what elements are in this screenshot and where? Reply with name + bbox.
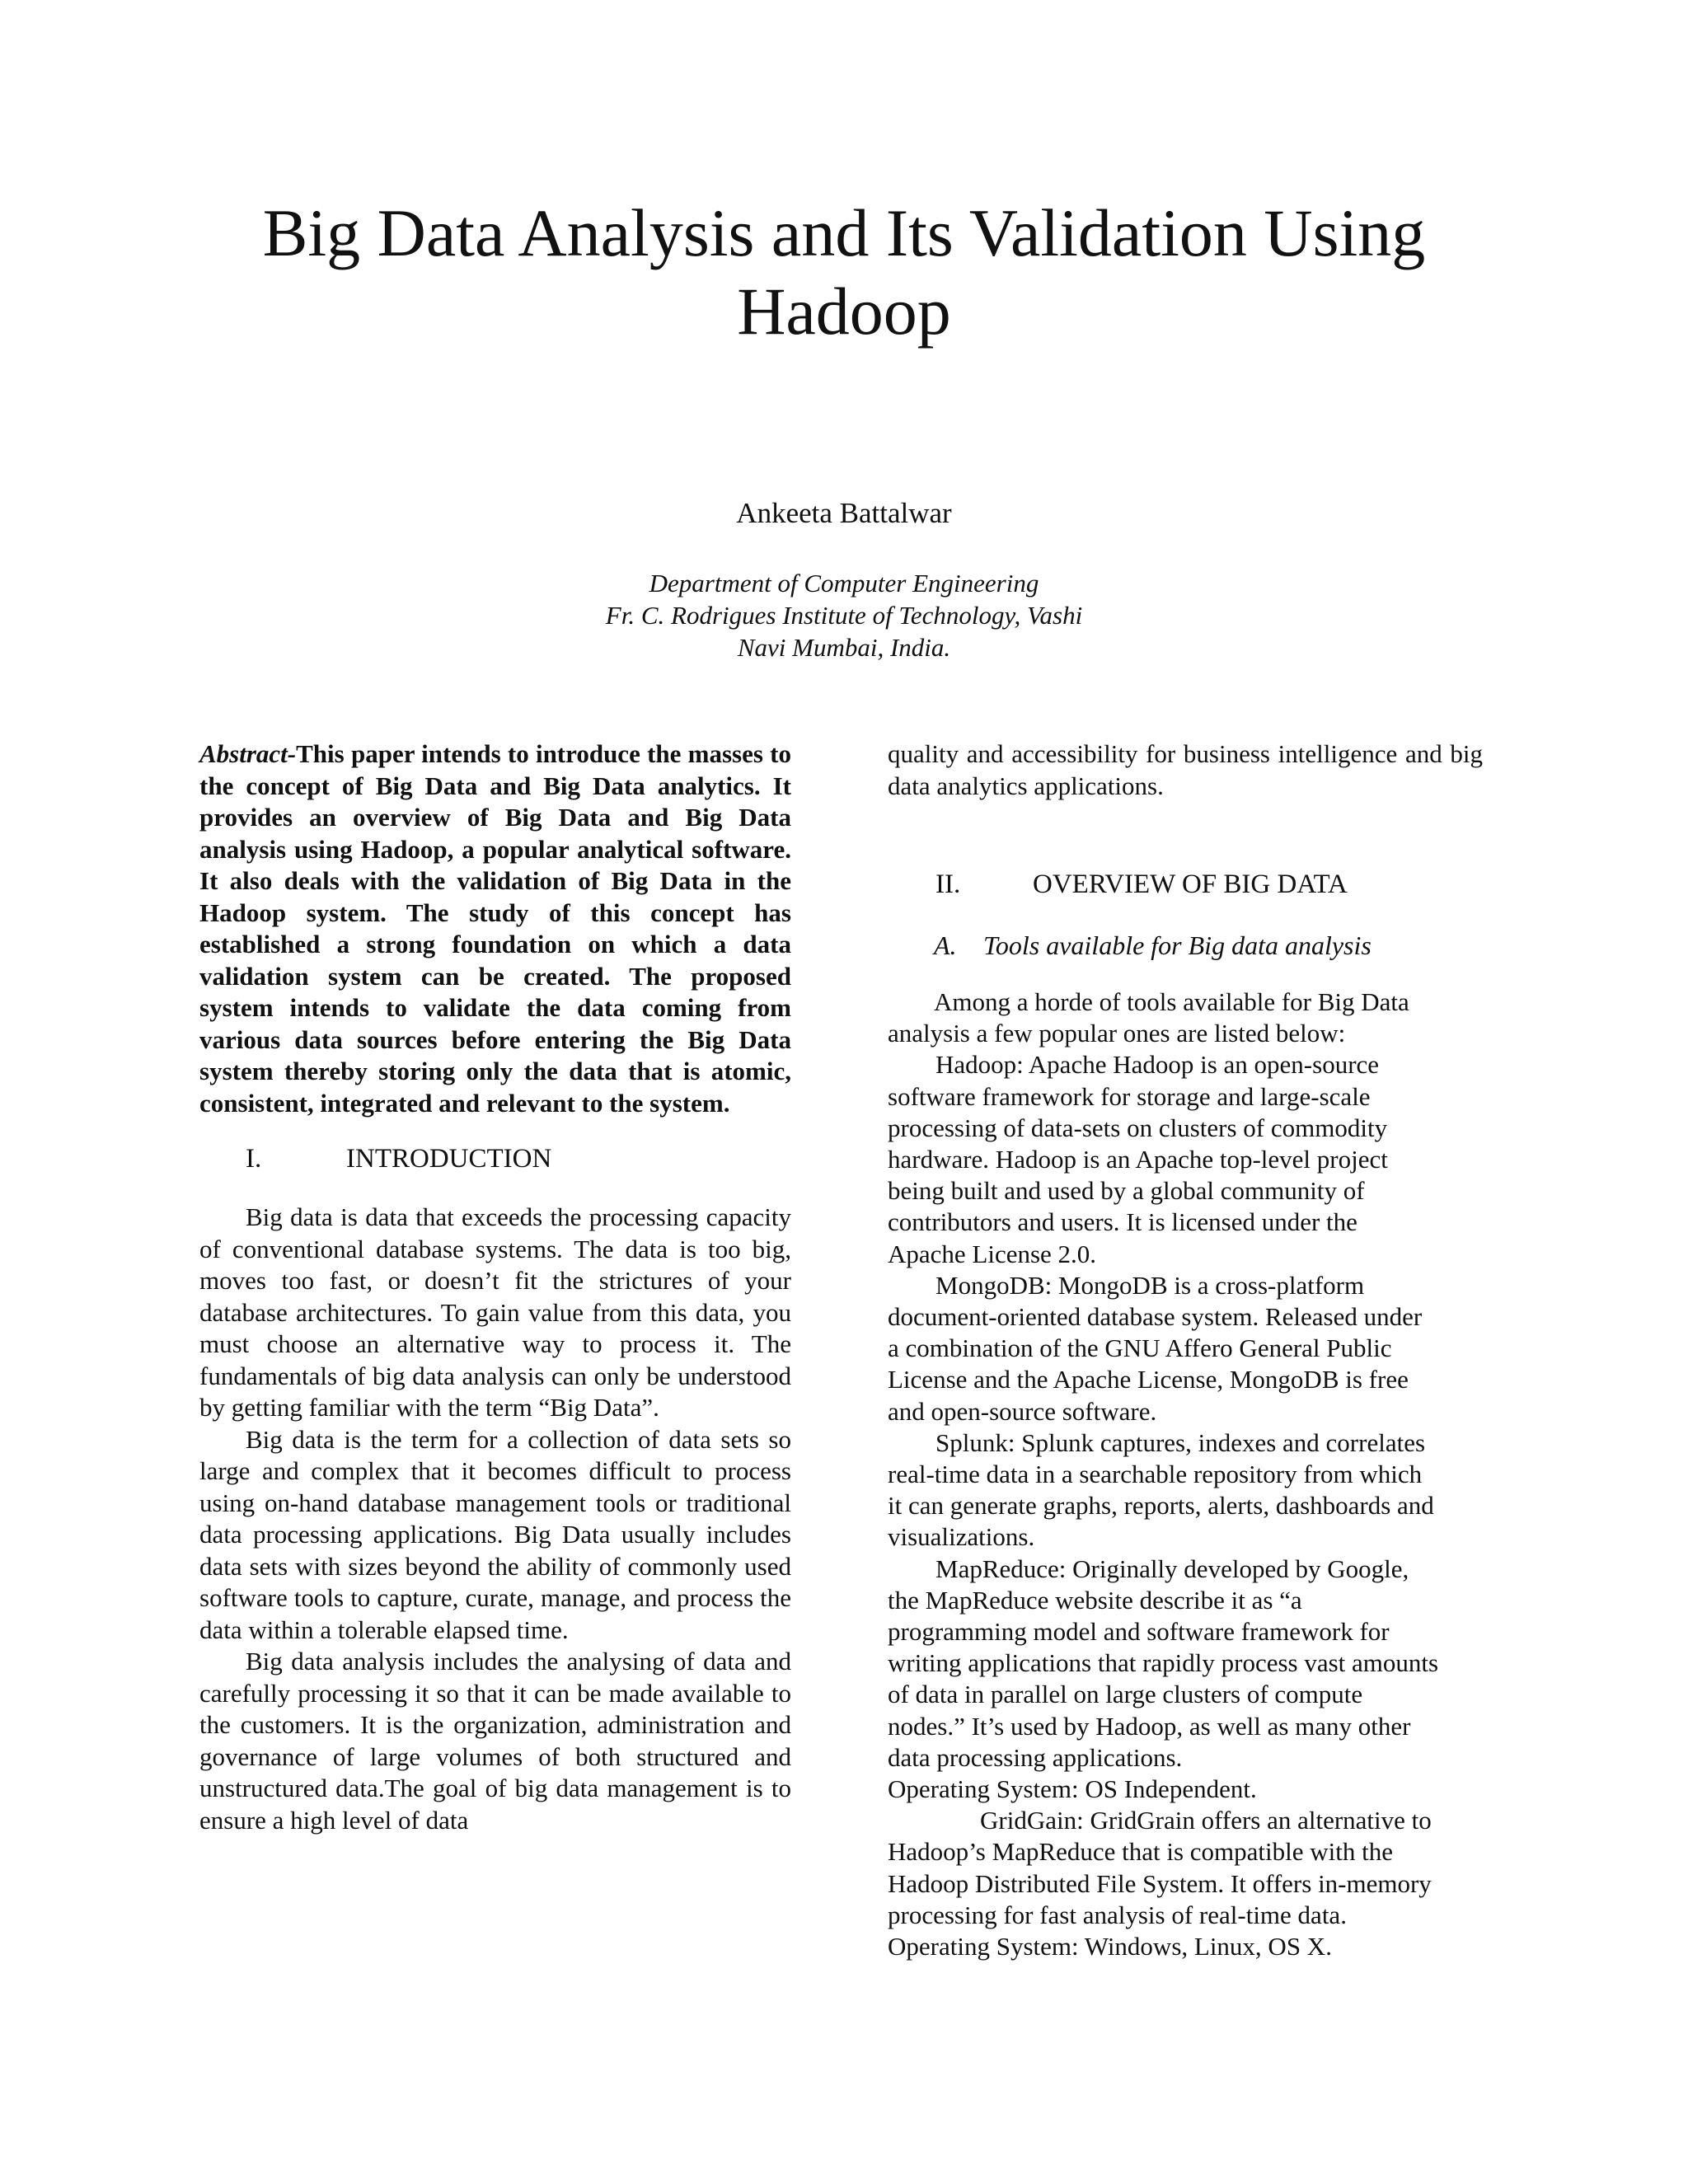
text-line: it can generate graphs, reports, alerts, dashboards and bbox=[888, 1491, 1434, 1521]
author-affiliation bbox=[0, 567, 1688, 663]
abstract bbox=[199, 738, 791, 1119]
paragraph-continuation: quality and accessibility for business intelligence and big data analytics applications. bbox=[888, 739, 1483, 800]
subsection-number: A. bbox=[934, 930, 957, 960]
text-line: processing of data-sets on clusters of commodity bbox=[888, 1113, 1388, 1142]
text-line: programming model and software framework for bbox=[888, 1617, 1390, 1647]
section-title: OVERVIEW OF BIG DATA bbox=[1033, 869, 1348, 899]
text-line: hardware. Hadoop is an Apache top-level project bbox=[888, 1145, 1388, 1174]
tool-splunk bbox=[888, 1427, 1483, 1554]
text-line: MapReduce: Originally developed by Google, bbox=[935, 1554, 1409, 1583]
text-line: License and the Apache License, MongoDB is free bbox=[888, 1365, 1409, 1394]
text-line: visualizations. bbox=[888, 1522, 1035, 1552]
text-line: a combination of the GNU Affero General Public bbox=[888, 1333, 1392, 1363]
text-line: Operating System: OS Independent. bbox=[888, 1774, 1257, 1804]
text-line: Hadoop’s MapReduce that is compatible with the bbox=[888, 1837, 1393, 1867]
section-title: INTRODUCTION bbox=[346, 1144, 552, 1174]
text-line: nodes.” It’s used by Hadoop, as well as many other bbox=[888, 1711, 1411, 1741]
paragraph: Big data is data that exceeds the processing capacity of conventional database systems. The data is too big, moves too fast, or doesn’t fit the strictures of your database architectures. To gain value from this data, you must choose an alternative way to process it. The fundamentals of big data analysis can only be understood by getting familiar with the term “Big Data”. bbox=[199, 1202, 791, 1422]
text-line: real-time data in a searchable repository from which bbox=[888, 1460, 1423, 1489]
author-name: Ankeeta Battalwar bbox=[736, 497, 952, 529]
text-line: software framework for storage and large-scale bbox=[888, 1081, 1371, 1111]
text-line: and open-source software. bbox=[888, 1396, 1157, 1426]
tools-body bbox=[888, 987, 1483, 1962]
text-line: Hadoop: Apache Hadoop is an open-source bbox=[935, 1050, 1380, 1080]
subsection-heading bbox=[888, 929, 1483, 962]
text-line: contributors and users. It is licensed under the bbox=[888, 1207, 1357, 1237]
abstract-text: This paper intends to introduce the masses to the concept of Big Data and Big Data analytics. It provides an overview of Big Data and Big Data analysis using Hadoop, a popular analytical software. It also deals with the validation of Big Data in the Hadoop system. The study of this concept has established a strong foundation on which a data validation system can be created. The proposed system intends to validate the data coming from various data sources before entering the Big Data system thereby storing only the data that is atomic, consistent, integrated and relevant to the system. bbox=[199, 739, 791, 1118]
text-line: document-oriented database system. Released under bbox=[888, 1302, 1423, 1332]
title-line-1: Big Data Analysis and Its Validation Using bbox=[262, 195, 1426, 270]
left-column bbox=[199, 738, 791, 1836]
right-column bbox=[888, 738, 1483, 1962]
abstract-label: Abstract- bbox=[199, 739, 297, 768]
affiliation-line: Navi Mumbai, India. bbox=[737, 633, 951, 662]
text-line: being built and used by a global community of bbox=[888, 1176, 1365, 1206]
subsection-title: Tools available for Big data analysis bbox=[983, 930, 1372, 960]
paragraph: Among a horde of tools available for Big Data analysis a few popular ones are listed below: bbox=[888, 987, 1409, 1048]
text-line: Operating System: Windows, Linux, OS X. bbox=[888, 1932, 1332, 1961]
section-heading-overview bbox=[888, 868, 1483, 901]
tool-mongodb bbox=[888, 1270, 1483, 1427]
text-line: the MapReduce website describe it as “a bbox=[888, 1585, 1302, 1615]
text-line: processing for fast analysis of real-time data. bbox=[888, 1900, 1347, 1929]
text-line: of data in parallel on large clusters of compute bbox=[888, 1680, 1363, 1709]
introduction-body bbox=[199, 1202, 791, 1836]
affiliation-line: Department of Computer Engineering bbox=[649, 569, 1039, 598]
text-line: writing applications that rapidly process vast amounts bbox=[888, 1648, 1439, 1678]
tool-hadoop bbox=[888, 1049, 1483, 1269]
paper-title bbox=[0, 194, 1688, 350]
section-number: I. bbox=[246, 1144, 262, 1174]
text-line: MongoDB: MongoDB is a cross-platform bbox=[935, 1270, 1365, 1300]
tool-mapreduce bbox=[888, 1554, 1483, 1806]
text-line: Splunk: Splunk captures, indexes and correlates bbox=[935, 1427, 1426, 1457]
text-line: Hadoop Distributed File System. It offers in-memory bbox=[888, 1868, 1432, 1898]
text-line: Apache License 2.0. bbox=[888, 1239, 1097, 1268]
section-heading-introduction bbox=[199, 1142, 791, 1175]
section-number: II. bbox=[935, 869, 961, 899]
text-line: data processing applications. bbox=[888, 1742, 1183, 1772]
affiliation-line: Fr. C. Rodrigues Institute of Technology, Vashi bbox=[605, 601, 1083, 630]
paragraph: Big data analysis includes the analysing of data and carefully processing it so that it can be made available to the customers. It is the organization, administration and governance of large volumes of both structured and unstructured data.The goal of big data management is to ensure a high level of data bbox=[199, 1647, 791, 1835]
text-line: GridGain: GridGrain offers an alternative to bbox=[980, 1806, 1432, 1835]
paragraph: Big data is the term for a collection of data sets so large and complex that it becomes difficult to process using on-hand database management tools or traditional data processing applications. Big Data usually includes data sets with sizes beyond the ability of commonly used software tools to capture, curate, manage, and process the data within a tolerable elapsed time. bbox=[199, 1424, 791, 1644]
tool-gridgain bbox=[888, 1805, 1483, 1962]
title-line-2: Hadoop bbox=[737, 274, 951, 349]
